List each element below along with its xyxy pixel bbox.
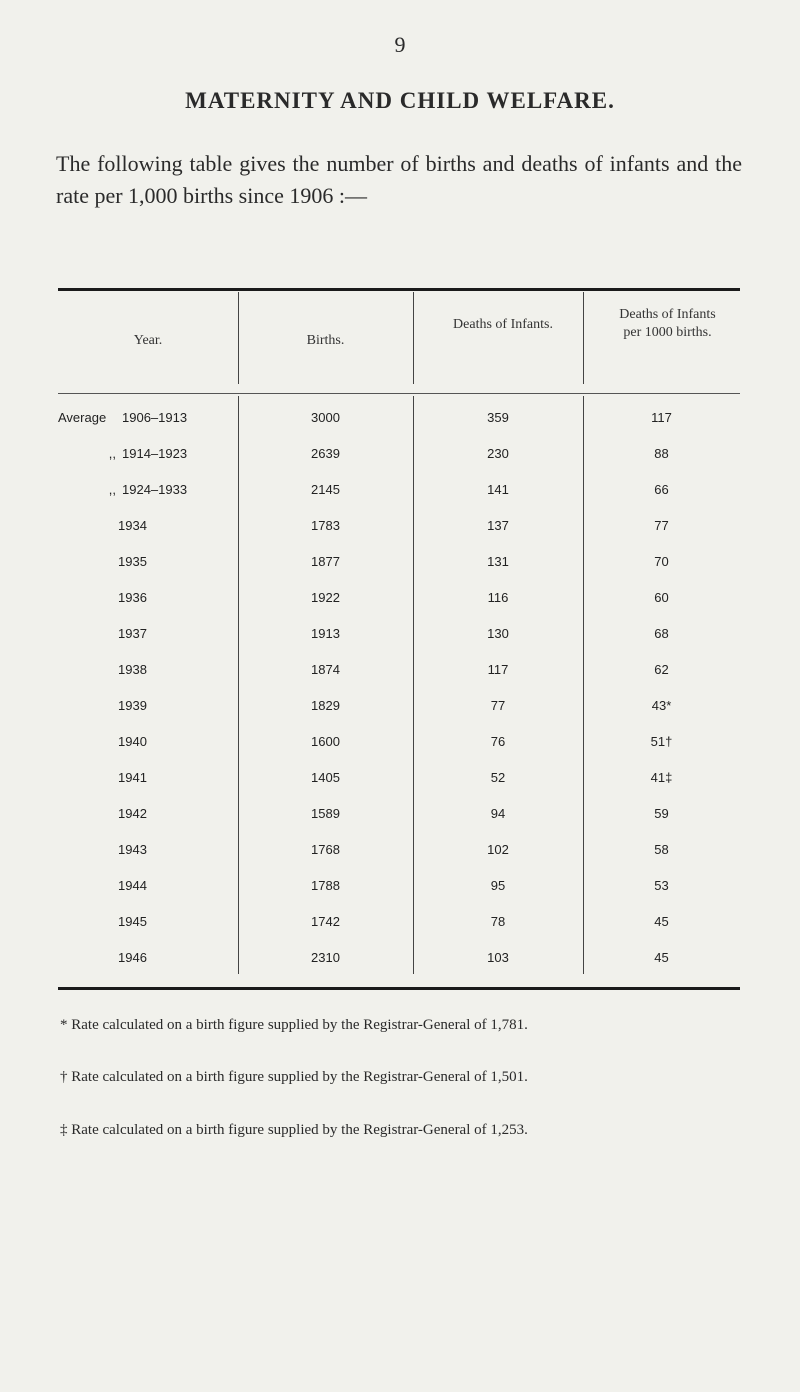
table-row — [58, 770, 740, 806]
cell-year — [58, 518, 238, 533]
cell-year — [58, 734, 238, 749]
cell-rate: 68 — [654, 626, 669, 641]
cell-deaths: 78 — [490, 914, 506, 929]
header-divider — [413, 292, 414, 384]
year-value: 1914–1923 — [122, 446, 188, 461]
cell-births: 2639 — [311, 446, 340, 461]
year-value: 1943 — [118, 842, 147, 857]
cell-deaths: 359 — [487, 410, 509, 425]
year-value: 1938 — [118, 662, 147, 677]
cell-deaths: 103 — [487, 950, 509, 965]
cell-deaths: 230 — [487, 446, 509, 461]
table-row — [58, 446, 740, 482]
cell-year — [58, 590, 238, 605]
cell-deaths: 141 — [487, 482, 509, 497]
cell-deaths: 130 — [487, 626, 509, 641]
table-row — [58, 662, 740, 698]
table-top-rule — [58, 288, 740, 291]
table-row — [58, 698, 740, 734]
cell-rate: 58 — [654, 842, 669, 857]
header-deaths: Deaths of Infants. — [453, 317, 553, 332]
table-row — [58, 590, 740, 626]
cell-year — [58, 842, 238, 857]
table-row — [58, 950, 740, 986]
table-row — [58, 626, 740, 662]
year-value: 1939 — [118, 698, 147, 713]
cell-rate: 53 — [654, 878, 669, 893]
cell-rate: 77 — [654, 518, 669, 533]
cell-deaths: 137 — [487, 518, 509, 533]
footnote-dagger: † Rate calculated on a birth figure supplied by the Registrar-General of 1,501. — [60, 1069, 528, 1085]
table-row — [58, 806, 740, 842]
cell-rate: 117 — [651, 410, 672, 425]
year-value: 1906–1913 — [122, 410, 188, 425]
page-number: 9 — [394, 32, 406, 57]
cell-rate: 59 — [654, 806, 669, 821]
header-rate: Deaths of Infants per 1000 births. — [619, 307, 716, 340]
cell-births: 1877 — [311, 554, 340, 569]
cell-rate: 51† — [650, 734, 673, 749]
year-value: 1946 — [118, 950, 147, 965]
cell-deaths: 117 — [487, 662, 509, 677]
cell-year — [58, 482, 238, 497]
cell-deaths: 77 — [490, 698, 506, 713]
intro-paragraph: The following table gives the number of births and deaths of infants and the rate per 1,000 births since 1906 :— — [56, 151, 742, 208]
header-divider — [238, 292, 239, 384]
cell-rate: 45 — [654, 950, 669, 965]
cell-deaths: 116 — [487, 590, 509, 605]
cell-rate: 45 — [654, 914, 669, 929]
cell-rate: 43* — [651, 698, 672, 713]
cell-year — [58, 662, 238, 677]
cell-year — [58, 554, 238, 569]
cell-year — [58, 410, 238, 425]
page-title: MATERNITY AND CHILD WELFARE. — [185, 88, 615, 113]
cell-births: 1922 — [311, 590, 340, 605]
table-row — [58, 518, 740, 554]
year-prefix: ,, — [108, 482, 116, 497]
cell-births: 1788 — [311, 878, 340, 893]
cell-deaths: 94 — [490, 806, 506, 821]
table-row — [58, 842, 740, 878]
cell-births: 1913 — [311, 626, 340, 641]
year-value: 1924–1933 — [122, 482, 188, 497]
table-row — [58, 482, 740, 518]
year-value: 1944 — [118, 878, 147, 893]
cell-rate: 62 — [654, 662, 669, 677]
cell-births: 2310 — [311, 950, 340, 965]
cell-year — [58, 878, 238, 893]
year-value: 1934 — [118, 518, 147, 533]
table-row — [58, 410, 740, 446]
cell-year — [58, 770, 238, 785]
cell-year — [58, 626, 238, 641]
cell-births: 3000 — [311, 410, 340, 425]
table-bottom-rule — [58, 987, 740, 990]
year-value: 1942 — [118, 806, 147, 821]
year-value: 1945 — [118, 914, 147, 929]
table-row — [58, 914, 740, 950]
year-value: 1936 — [118, 590, 147, 605]
footnote-double-dagger: ‡ Rate calculated on a birth figure supplied by the Registrar-General of 1,253. — [60, 1122, 528, 1138]
cell-rate: 60 — [654, 590, 669, 605]
header-births: Births. — [306, 333, 345, 348]
cell-rate: 70 — [654, 554, 669, 569]
cell-births: 1783 — [311, 518, 340, 533]
cell-rate: 88 — [654, 446, 669, 461]
year-value: 1937 — [118, 626, 147, 641]
cell-births: 2145 — [311, 482, 340, 497]
cell-deaths: 76 — [490, 734, 506, 749]
table-row — [58, 878, 740, 914]
header-year: Year. — [133, 333, 163, 348]
footnote-asterisk: * Rate calculated on a birth figure supplied by the Registrar-General of 1,781. — [60, 1017, 528, 1033]
year-value: 1935 — [118, 554, 147, 569]
cell-year — [58, 698, 238, 713]
cell-births: 1742 — [311, 914, 340, 929]
cell-births: 1600 — [311, 734, 340, 749]
year-value: 1941 — [118, 770, 147, 785]
cell-deaths: 131 — [487, 554, 509, 569]
cell-year — [58, 914, 238, 929]
cell-rate: 41‡ — [650, 770, 673, 785]
year-prefix: ,, — [108, 446, 116, 461]
table-row — [58, 554, 740, 590]
cell-year — [58, 446, 238, 461]
table-row — [58, 734, 740, 770]
header-divider — [583, 292, 584, 384]
cell-births: 1874 — [311, 662, 340, 677]
cell-births: 1829 — [311, 698, 340, 713]
cell-deaths: 102 — [487, 842, 509, 857]
cell-births: 1589 — [311, 806, 340, 821]
year-value: 1940 — [118, 734, 147, 749]
cell-births: 1768 — [311, 842, 340, 857]
cell-births: 1405 — [311, 770, 340, 785]
year-prefix: Average — [58, 410, 107, 425]
cell-year — [58, 950, 238, 965]
cell-deaths: 95 — [490, 878, 506, 893]
header-rule — [58, 393, 740, 394]
cell-year — [58, 806, 238, 821]
cell-rate: 66 — [654, 482, 669, 497]
cell-deaths: 52 — [490, 770, 506, 785]
